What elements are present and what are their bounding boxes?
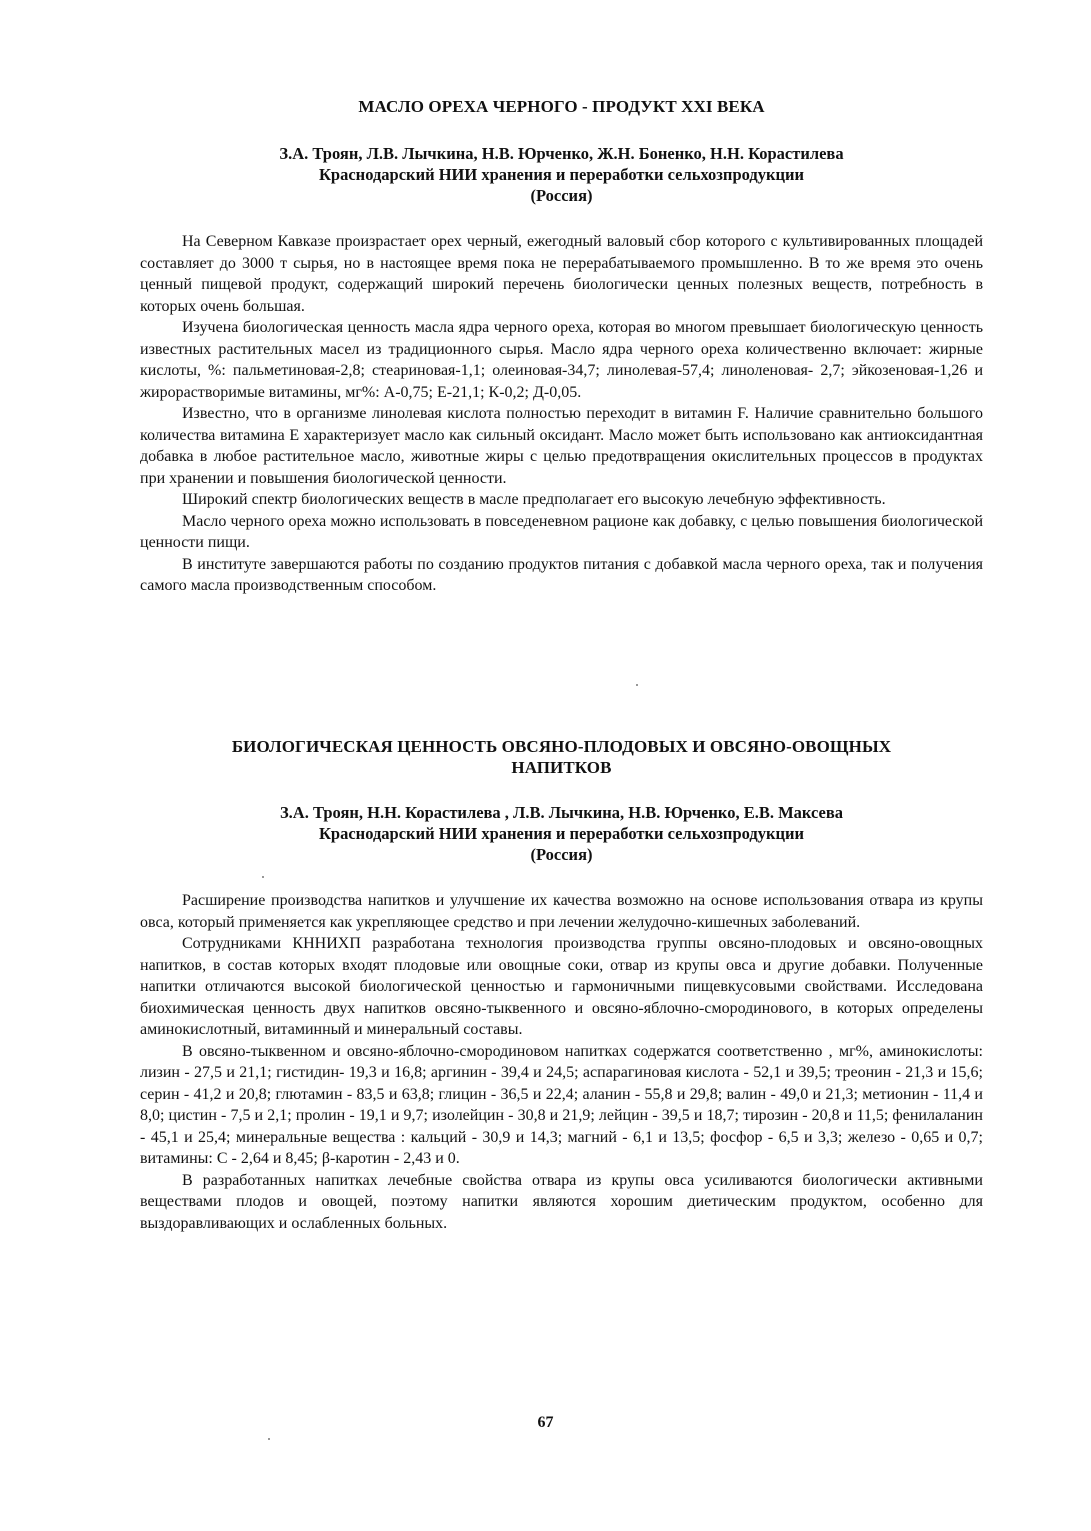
paragraph: В разработанных напитках лечебные свойства отвара из крупы овса усиливаются биологически активными веществами плодов и овощей, поэтому напитки являются хорошим диетическим продуктом, особенно для выздоравливающих и ослабленных больных. [140,1171,983,1232]
article-institution: Краснодарский НИИ хранения и переработки сельхозпродукции [318,824,805,843]
article-country: (Россия) [530,845,593,864]
article-body [140,890,983,1234]
paragraph: В институте завершаются работы по созданию продуктов питания с добавкой масла черного ореха, так и получения самого масла производственным способом. [140,555,983,594]
article-oat-drinks [140,736,983,1234]
paragraph: Известно, что в организме линолевая кислота полностью переходит в витамин F. Наличие сравнительно большого количества витамина Е характеризует масло как сильный оксидант. Масло может быть использовано как антиоксидантная добавка в любое растительное масло, животные жиры с целью предотвращения окислительных процессов в продуктах при хранении и повышения биологической ценности. [140,405,983,487]
paragraph: Масло черного ореха можно использовать в повседеневном рационе как добавку, с целью повышения биологической ценности пищи. [140,512,983,551]
paragraph: Расширение производства напитков и улучшение их качества возможно на основе использования отвара из крупы овса, который применяется как укрепляющее средство и при лечении желудочно-кишечных заболеваний. [140,892,983,931]
article-title-line-2: НАПИТКОВ [511,758,612,777]
article-title-line-1: БИОЛОГИЧЕСКАЯ ЦЕННОСТЬ ОВСЯНО-ПЛОДОВЫХ И ОВСЯНО-ОВОЩНЫХ [231,737,892,756]
scan-speck [268,1438,270,1440]
article-body [140,231,983,597]
scan-speck [262,876,264,878]
page-number: 67 [537,1414,554,1431]
scan-speck [636,684,638,686]
article-authors: З.А. Троян, Н.Н. Корастилева , Л.В. Лычкина, Н.В. Юрченко, Е.В. Максева [279,803,844,822]
paragraph: Сотрудниками КННИХП разработана технология производства группы овсяно-плодовых и овсяно-овощных напитков, в состав которых входят плодовые или овощные соки, отвар из крупы овса и другие добавки. Полученные напитки отличаются высокой биологической ценностью и гармоничными пищевкусовыми свойствами. Исследована биохимическая ценность двух напитков овсяно-тыквенного и овсяно-яблочно-смородинового, в которых определены аминокислотный, витаминный и минеральный составы. [140,935,983,1038]
article-institution: Краснодарский НИИ хранения и переработки сельхозпродукции [318,165,805,184]
article-title [140,736,983,778]
paragraph: На Северном Кавказе произрастает орех черный, ежегодный валовый сбор которого с культивированных площадей составляет до 3000 т сырья, но в настоящее время пока не перерабатываемого промышленно. В то же время это очень ценный пищевой продукт, содержащий широкий перечень биологически ценных полезных веществ, потребность в которых очень большая. [140,233,983,315]
article-country: (Россия) [530,186,593,205]
paragraph: В овсяно-тыквенном и овсяно-яблочно-смородиновом напитках содержатся соответственно , мг%, аминокислоты: лизин - 27,5 и 21,1; гистидин- 19,3 и 16,8; аргинин - 39,4 и 24,5; аспарагиновая кислота - 52,1 и 39,5; треонин - 21,3 и 15,6; серин - 41,2 и 20,8; глютамин - 83,5 и 63,8; глицин - 36,5 и 22,4; аланин - 55,8 и 29,8; валин - 49,0 и 21,3; метионин - 11,4 и 8,0; цистин - 7,5 и 2,1; пролин - 19,1 и 9,7; изолейцин - 30,8 и 21,9; лейцин - 39,5 и 18,7; тирозин - 20,8 и 11,5; фенилаланин - 45,1 и 25,4; минеральные вещества : кальций - 30,9 и 14,3; магний - 6,1 и 13,5; фосфор - 6,5 и 3,3; железо - 0,65 и 0,7; витамины: С - 2,64 и 8,45; β-каротин - 2,43 и 0. [140,1042,983,1167]
paragraph: Изучена биологическая ценность масла ядра черного ореха, которая во многом превышает биологическую ценность известных растительных масел из традиционного сырья. Масло ядра черного ореха количественно включает: жирные кислоты, %: пальметиновая-2,8; стеариновая-1,1; олеиновая-34,7; линолевая-57,4; линоленовая- 2,7; эйкозеновая-1,26 и жирорастворимые витамины, мг%: А-0,75; Е-21,1; К-0,2; Д-0,05. [140,319,983,401]
paragraph: Широкий спектр биологических веществ в масле предполагает его высокую лечебную эффективность. [182,491,886,508]
article-black-walnut-oil [140,96,983,597]
article-title: МАСЛО ОРЕХА ЧЕРНОГО - ПРОДУКТ XXI ВЕКА [358,97,765,116]
article-authors: З.А. Троян, Л.В. Лычкина, Н.В. Юрченко, Ж.Н. Боненко, Н.Н. Корастилева [279,144,844,163]
